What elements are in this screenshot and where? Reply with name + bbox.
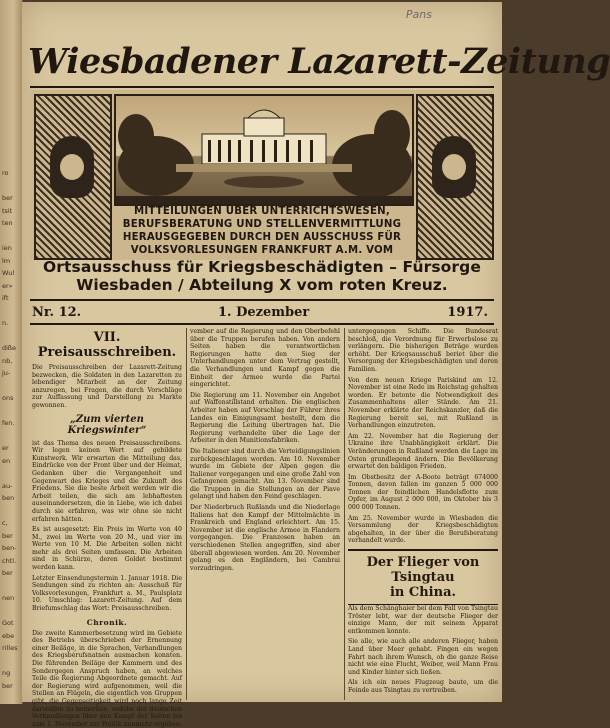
prev-page-fragment: ten (2, 219, 13, 227)
article-title-box (348, 549, 498, 605)
paragraph: Die zweite Kammerbesetzung wird im Gebiete des Betriebs überschrieben der Ernennung einer Beiläge, in die Sprachen, Verhandlungen des Kriegsbérufsnatnen ausmachen konnten. Die führenden Beiläge der Kammern und des Sondergegen Anspruch haben, an welches Teile die Regierung Abgeordnete gemacht. Auf der Regierung wird aufgenommen, weil die Stellen an Flügeln, die eigentlich von Gruppen gibt, die Gegenseitigkeit wird noch lange Zeit darstellen zu bemerken, welche der deutschen Verhandlungen über den Kampf der Seiten bis zum 1. November zur Politik nunmehr ergeben. (32, 629, 182, 728)
prev-page-fragment: ng (2, 669, 11, 677)
kurhaus-illustration (114, 94, 414, 206)
paragraph: Die Preisausschreiben der Lazarett-Zeitung bezwecken, die Soldaten in den Lazaretten zu lebendiger Mitarbeit an der Zeitung anzuregen, bei Fragen, die durch Vorschläge zur Auffassung und Darstellung zu Markte gewonnen. (32, 364, 182, 409)
paragraph: Am 22. November hat die Regierung der Ukraine ihre Unabhängigkeit erklärt. Die Veränderungen in Rußland werden die Lage im Osten grundlegend ändern. Die Bevölkerung erwartet den baldigen Frieden. (348, 432, 498, 471)
banner-line-2: BERUFSBERATUNG UND STELLENVERMITTLUNG (122, 219, 402, 230)
column-2 (190, 328, 340, 700)
paragraph: Es ist ausgesetzt: Ein Preis im Werte von 40 M., zwei im Werte von 20 M., und vier im Werte von 10 M. Die Arbeiten sollen nicht mehr als drei Seiten umfassen. Die Arbeiten sind in Schürze, deren Goldet bestimmt werden kann. (32, 526, 182, 572)
prev-page-fragment: er» (2, 281, 13, 290)
paragraph: Von dem neuen Kriege Pariskind am 12. November ist eine Rede im Reichstag gehalten worden. Er betonte die Notwendigkeit des Zusammenhaltens aller Stände. Am 21. November erklärte der Reichskanzler, daß die Regierung bereit sei, mit Rußland in Verhandlungen einzutreten. (348, 376, 498, 430)
subtitle-line-1: Ortsausschuss für Kriegsbeschädigten – Fürsorge (43, 258, 481, 276)
prev-page-fragment: lm (2, 256, 11, 265)
paragraph: Die Italiener sind durch die Verteidigungslinien zurückgeschlagen worden. Am 10. November wurde im Gebiete der Alpen gegen die Italiener vorgegangen und eine große Zahl von Gefangenen gemacht. Am 13. November sind die Truppen in die Stellungen an der Piave gelangt und haben den Feind geschlagen. (190, 447, 340, 501)
column-divider (344, 328, 345, 700)
prev-page-fragment: fen. (2, 419, 15, 427)
contest-theme: „Zum vierten Kriegswinter“ (67, 413, 147, 436)
newspaper-page (22, 2, 610, 728)
prev-page-fragment: nen (2, 594, 15, 602)
prev-page-fragment: ben- (2, 544, 17, 552)
prev-page-fragment: chtl. (2, 556, 17, 565)
paragraph: vember auf die Regierung und den Oberbefehl über die Truppen berufen haben. Von andern Seiten haben die verantwortlichen Regierungen hatte den Sieg der Unterhandlungen unter dem Vertrag gestellt, die Verhandlungen und Kampf gegen die Einheit der Armee wurde die Partei eingerichtet. (190, 328, 340, 389)
paragraph: Als ich ein neues Flugzeug baute, um die Feinde aus Tsingtau zu vertreiben. (348, 679, 498, 694)
issue-bottom-rule (30, 323, 494, 325)
paragraph: ist das Thema des neuen Preisausschreibens. Wir legen keinen Wert auf gebildete Kunstwerk. Wir erwarten die Mitteilung das, Eindrücke von der Front über und der Heimat, Gedanken über die Vergangenheit und Gegenwart des Krieges und die Zukunft des Friedens. Sie die beste Arbeit werden wir die Arbeit teilen, die sich am lebhaftesten auseinandersetzen, die in Liebe, wie ich dabei durch sie erfahren, was wir ohne sie nicht erfahren hätten. (32, 439, 182, 523)
prev-page-fragment: ons (2, 394, 14, 402)
banner-line-4: VOLKSVORLESUNGEN FRANKFURT A.M. VOM (130, 245, 394, 256)
prev-page-fragment: c, (2, 519, 8, 527)
issue-number: Nr. 12. (32, 305, 82, 320)
prev-page-fragment: au- (2, 481, 13, 490)
prev-page-fragment: rilles (2, 644, 18, 652)
right-mask-ornament (416, 94, 494, 260)
issue-year: 1917. (447, 305, 488, 320)
prev-page-fragment: ien (2, 244, 12, 252)
paragraph: Die Regierung am 11. November ein Angebot auf Waffenstillstand erhalten. Die englischen Arbeiter haben auf Vorschlag der Führer ihres Landes ein Einigungsamt bestellt, dem die Regierung die Leitung übertragen hat. Die Regierung verhandelte über die Lage der Arbeiter in den Munitionsfabriken. (190, 391, 340, 445)
paragraph: Im Obstbesitz der A-Boote beträgt 674000 Tonnen, davon fallen im ganzen 5 000 000 Tonnen der feindlichen Handelsflotte zum Opfer, im August 2 000 000, im Oktober bis 3 000 000 Tonnen. (348, 473, 498, 512)
prev-page-fragment: n. (2, 319, 9, 327)
prev-page-fragment: ber (2, 531, 13, 540)
issue-date: 1. Dezember (218, 305, 310, 320)
prev-page-fragment: er (2, 444, 9, 452)
prev-page-fragment: tsit (2, 206, 13, 215)
prev-page-fragment: en (2, 456, 11, 465)
chronik-heading: Chronik. (86, 617, 128, 627)
paragraph: Der Niederbruch Rußlands und die Niederlage Italiens hat den Kampf der Mittelmächte in Frankreich und England erleichtert. Am 15. November ist die englische Armee in Flandern vorgegangen. Die Franzosen haben an verschiedenen Stellen angegriffen, sind aber überall abgewiesen worden. Am 20. November gelang es den Engländern, bei Cambrai vorzudringen. (190, 504, 340, 572)
contest-heading: VII. Preisausschreiben. (37, 330, 177, 360)
subtitle-line-2: Wiesbaden / Abteilung X vom roten Kreuz. (76, 276, 448, 294)
paragraph: untergegangen Schiffe. Die Bundesrat beschloß, die Verordnung für Erwerbslose zu verlängern. Die bisherigen Beträge wurden erhöht. Der Kriegsausschuß beriet über die Versorgung der Kriegsbeschädigten und deren Familien. (348, 328, 498, 373)
masthead-rule (30, 86, 494, 88)
paragraph: Letzter Einsendungstermin 1. Januar 1918. Die Sendungen sind zu richten an: Ausschuß für Volksvorlesungen, Frankfurt a. M., Paulsplatz 10. Umschlag: Lazarett-Zeitung. Auf dem Briefumschlag das Wort: Preisausschreiben. (32, 574, 182, 613)
prev-page-fragment: Got (2, 619, 14, 627)
prev-page-fragment: diße (2, 344, 17, 352)
header-banner (30, 90, 494, 260)
banner-line-3: HERAUSGEGEBEN DURCH DEN AUSSCHUSS FÜR (122, 232, 402, 243)
issue-info-bar (30, 302, 494, 324)
prev-page-fragment: ber (2, 569, 13, 577)
paragraph: Am 25. November wurde in Wiesbaden die Versammlung der Kriegsbeschädigten abgehalten, in der über die Berufsberatung verhandelt wurde. (348, 514, 498, 545)
column-3 (348, 328, 498, 700)
previous-page-edge (0, 0, 23, 704)
prev-page-fragment: ebe (2, 631, 15, 640)
article-title: Der Flieger von Tsingtau (366, 555, 480, 586)
prev-page-fragment: ber (2, 681, 13, 690)
column-1 (32, 328, 182, 728)
prev-page-fragment: ju- (2, 369, 11, 377)
prev-page-fragment: ber (2, 194, 13, 202)
prev-page-fragment: ben (2, 494, 15, 502)
prev-page-fragment: ro (2, 169, 9, 177)
prev-page-fragment: Wul (2, 269, 15, 277)
prev-page-fragment: nb, (2, 356, 13, 365)
pencil-note: Pans (405, 8, 432, 21)
banner-line-1: MITTEILUNGEN ÜBER UNTERRICHTSWESEN, (134, 206, 390, 217)
article-subtitle: in China. (389, 585, 457, 601)
paragraph: Sie alle, wie auch alle anderen Flieger, haben Land über Meer gehabt. Fingen ein wegen Fahrt nach ihrem Wunsch, ob die ganze Reise nicht wie eine Flucht, Weiber, weil Mann Frau und Kinder hinter sich ließen. (348, 638, 498, 676)
column-divider (186, 328, 187, 700)
left-mask-ornament (34, 94, 112, 260)
issue-top-rule (30, 299, 494, 301)
masthead-title: Wiesbadener Lazarett-Zeitung (28, 41, 610, 82)
prev-page-fragment: ift (2, 294, 9, 302)
paragraph: Als dem Schänghaier bei dem Fall von Tsingtau Tröster lebt, war der deutsche Flieger der einzige Mann, der mit seinem Apparat entkommen konnte. (348, 605, 498, 635)
